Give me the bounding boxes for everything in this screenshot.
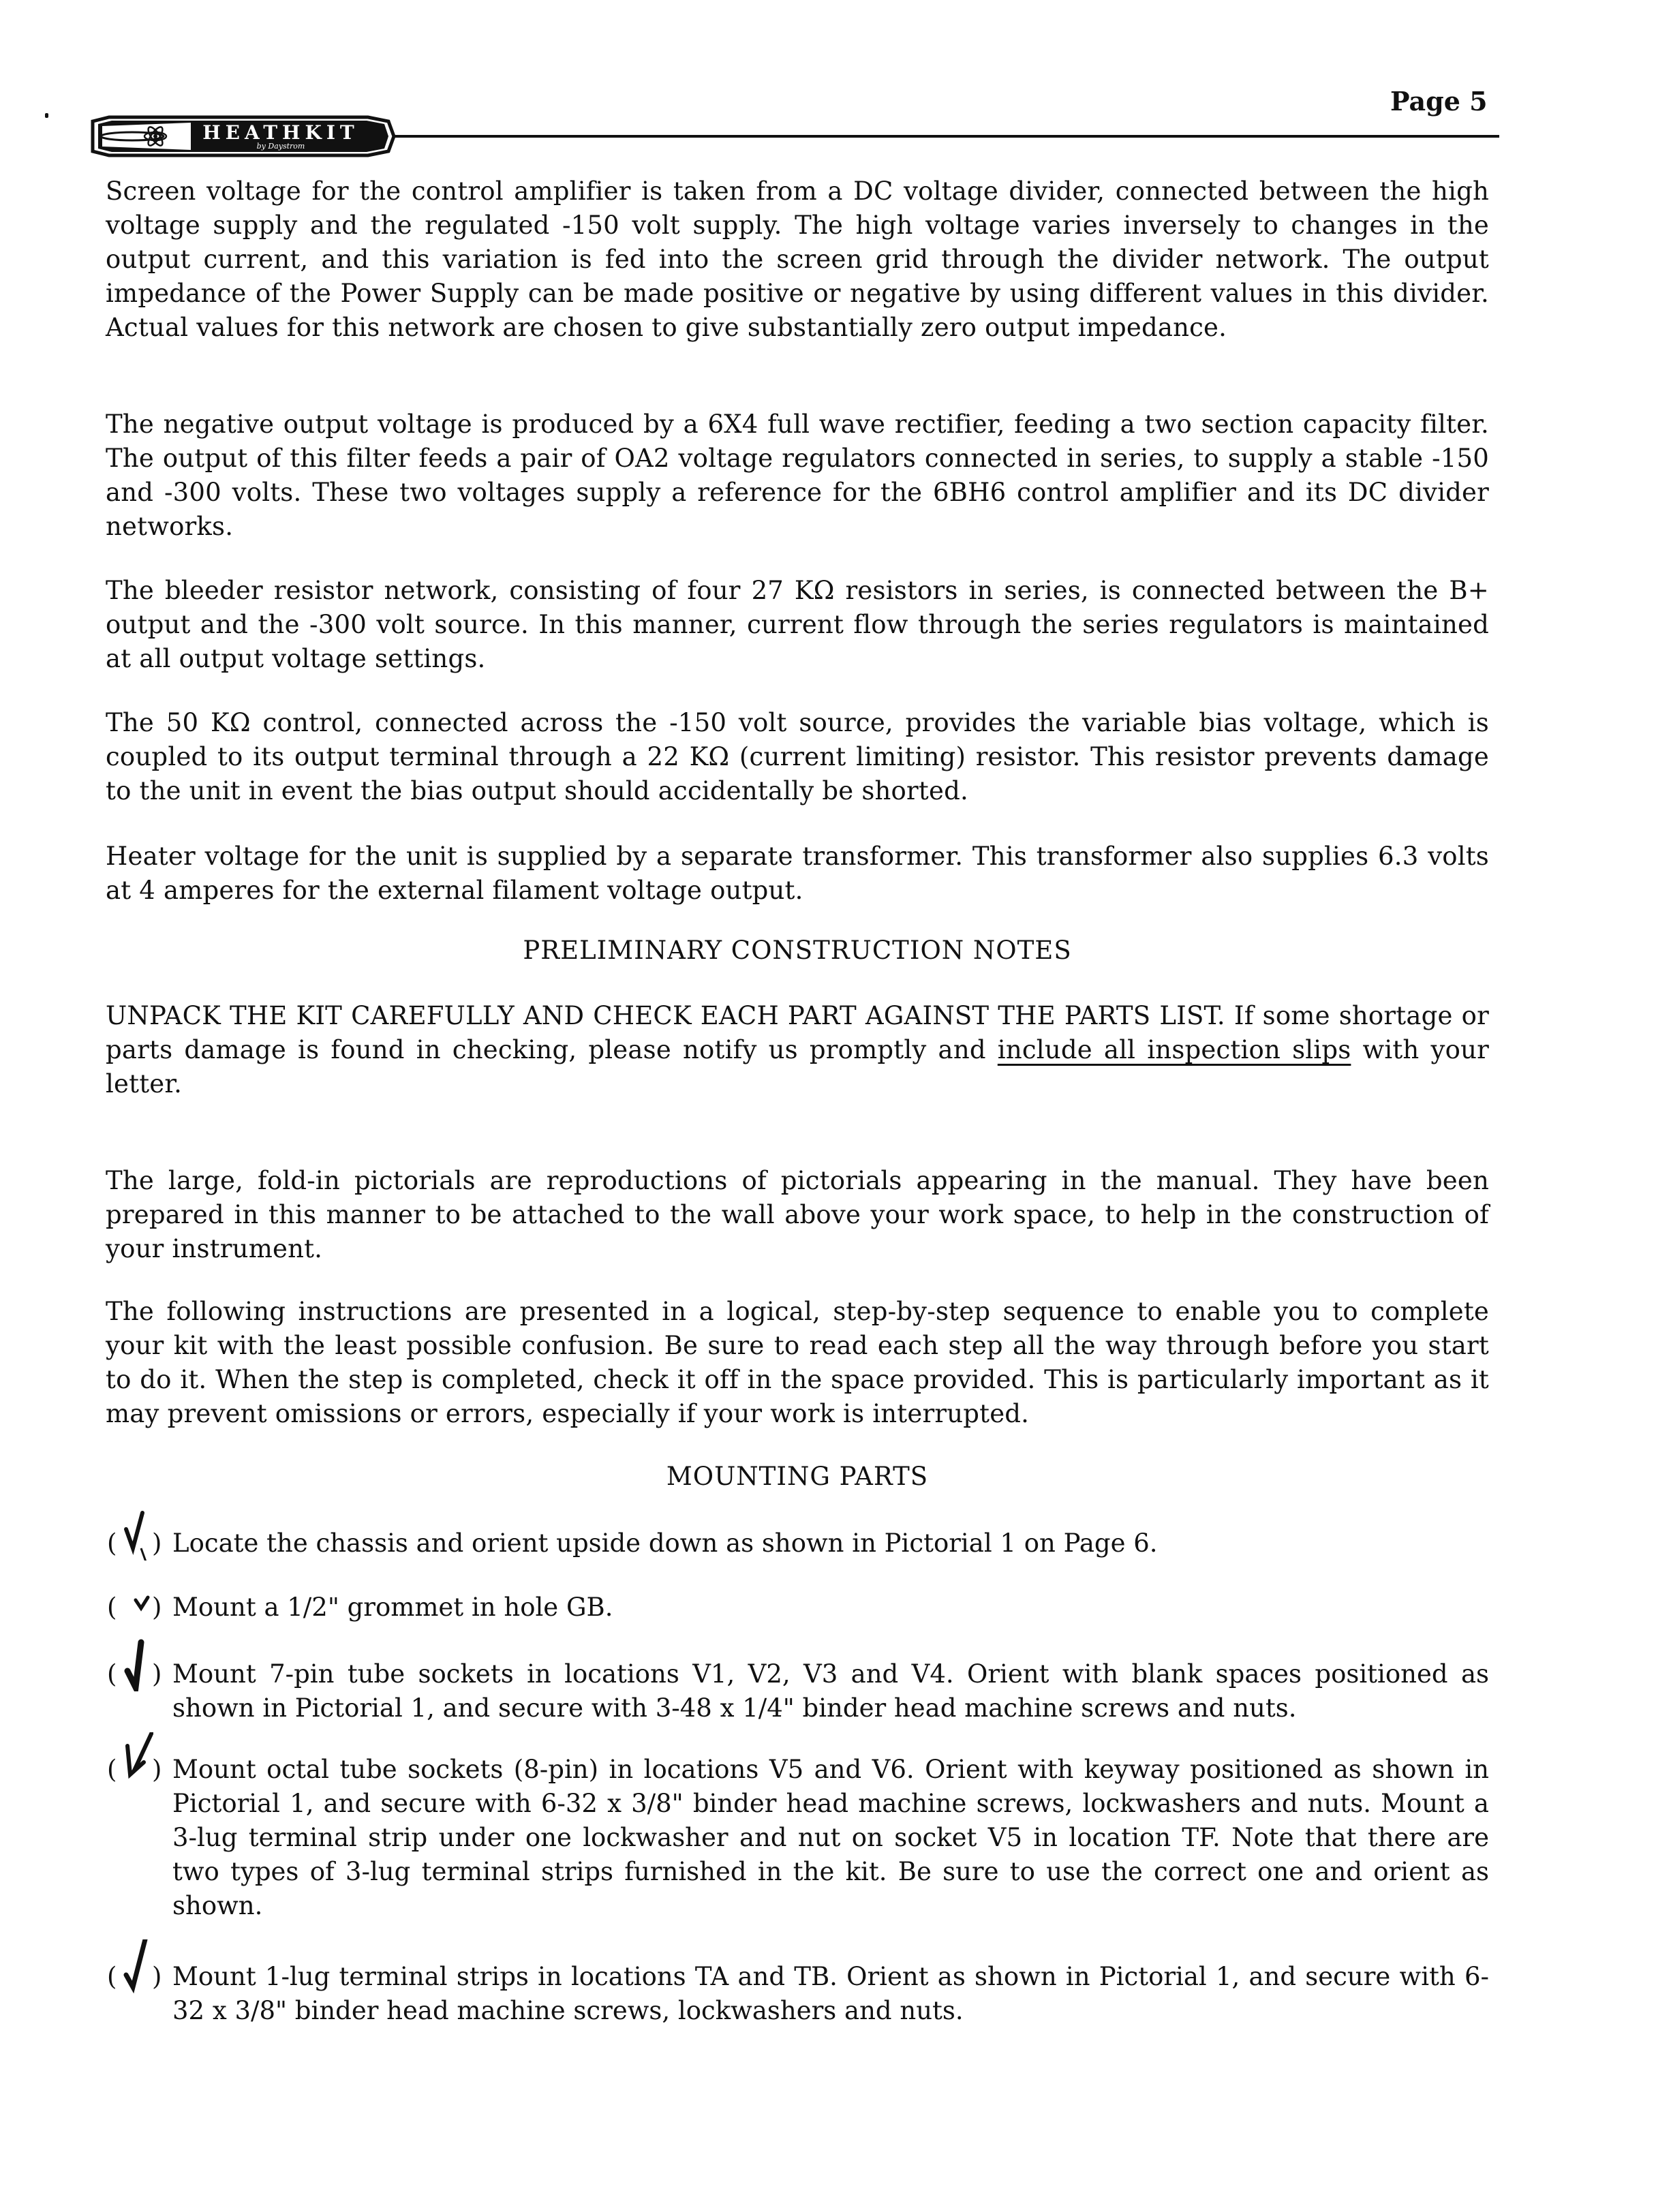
paragraph-instructions: The following instructions are presented in a logical, step-by-step sequence to enable you to complete your kit with the least possible confusion. Be sure to read each step all the way through before you start to do it. When the step is completed, check it off in the space provided. This is particularly important as it may prevent omissions or errors, especially if your work is interrupted. bbox=[106, 1297, 1489, 1428]
handwritten-check-icon bbox=[118, 1506, 153, 1561]
paren-close: ) bbox=[152, 1529, 162, 1558]
step-text: Locate the chassis and orient upside down as shown in Pictorial 1 on Page 6. bbox=[172, 1529, 1158, 1558]
paren-close: ) bbox=[152, 1659, 162, 1689]
unpack-lead: UNPACK THE KIT CAREFULLY AND CHECK EACH PART AGAINST THE PARTS LIST. If some shortage or parts damage is found in checking, please notify us promptly and bbox=[106, 1001, 1489, 1064]
unpack-underlined: include all inspection slips bbox=[997, 1035, 1351, 1064]
paren-open: ( bbox=[107, 1659, 117, 1689]
paren-close: ) bbox=[152, 1962, 162, 1991]
step-mount-1lug-strips bbox=[106, 1960, 1489, 2028]
step-text: Mount 7-pin tube sockets in locations V1, V2, V3 and V4. Orient with blank spaces positioned as shown in Pictorial 1, and secure with 3-48 x 1/4" binder head machine screws and nuts. bbox=[172, 1659, 1489, 1723]
paragraph-bias-control: The 50 KΩ control, connected across the -150 volt source, provides the variable bias voltage, which is coupled to its output terminal through a 22 KΩ (current limiting) resistor. This resistor prevents damage to the unit in event the bias output should accidentally be shorted. bbox=[106, 708, 1489, 805]
heathkit-logo bbox=[89, 114, 402, 158]
paragraph-screen-voltage: Screen voltage for the control amplifier is taken from a DC voltage divider, connected between the high voltage supply and the regulated -150 volt supply. The high voltage varies inversely to changes in the output current, and this variation is fed into the screen grid through the divider network. The output impedance of the Power Supply can be made positive or negative by using different values in this divider. Actual values for this network are chosen to give substantially zero output impedance. bbox=[106, 176, 1489, 342]
step-text: Mount octal tube sockets (8-pin) in locations V5 and V6. Orient with keyway positioned as shown in Pictorial 1, and secure with 6-32 x 3/8" binder head machine screws, lockwashers and nuts. Mount a 3-lug terminal strip under one lockwasher and nut on socket V5 in location TF. Note that there are two types of 3-lug terminal strips furnished in the kit. Be sure to use the correct one and orient as shown. bbox=[172, 1755, 1489, 1920]
scan-speck bbox=[45, 113, 48, 118]
page-number: Page 5 bbox=[1390, 86, 1488, 117]
step-text: Mount a 1/2" grommet in hole GB. bbox=[172, 1593, 613, 1622]
paragraph-bleeder-network: The bleeder resistor network, consisting of four 27 KΩ resistors in series, is connected between the B+ output and the -300 volt source. In this manner, current flow through the series regulators is maintained at all output voltage settings. bbox=[106, 576, 1489, 673]
checkbox[interactable] bbox=[106, 1657, 174, 1691]
brand-tagline: by Daystrom bbox=[256, 142, 305, 151]
checkbox[interactable] bbox=[106, 1753, 174, 1787]
brand-text: HEATHKIT bbox=[202, 121, 359, 144]
paren-open: ( bbox=[107, 1962, 117, 1991]
paren-open: ( bbox=[107, 1529, 117, 1558]
paren-open: ( bbox=[107, 1755, 117, 1784]
heading-preliminary: PRELIMINARY CONSTRUCTION NOTES bbox=[523, 936, 1072, 965]
step-mount-7pin-sockets bbox=[106, 1657, 1489, 1725]
paren-close: ) bbox=[152, 1593, 162, 1622]
heading-mounting-parts: MOUNTING PARTS bbox=[666, 1462, 929, 1491]
step-text: Mount 1-lug terminal strips in locations TA and TB. Orient as shown in Pictorial 1, and secure with 6-32 x 3/8" binder head machine screws, lockwashers and nuts. bbox=[172, 1962, 1489, 2025]
paragraph-pictorials: The large, fold-in pictorials are reproductions of pictorials appearing in the manual. They have been prepared in this manner to be attached to the wall above your work space, to help in the construction of your instrument. bbox=[106, 1166, 1489, 1263]
step-mount-octal-sockets bbox=[106, 1753, 1489, 1923]
handwritten-check-icon bbox=[118, 1570, 153, 1625]
unpack-tail: with your letter. bbox=[106, 1035, 1490, 1099]
paragraph-negative-output: The negative output voltage is produced by a 6X4 full wave rectifier, feeding a two section capacity filter. The output of this filter feeds a pair of OA2 voltage regulators connected in series, to supply a stable -150 and -300 volts. These two voltages supply a reference for the 6BH6 control amplifier and its DC divider networks. bbox=[106, 410, 1489, 541]
paren-close: ) bbox=[152, 1755, 162, 1784]
step-mount-grommet bbox=[106, 1591, 1489, 1625]
handwritten-check-icon bbox=[118, 1732, 153, 1787]
paragraph-unpack bbox=[106, 999, 1489, 1101]
paren-open: ( bbox=[107, 1593, 117, 1622]
handwritten-check-icon bbox=[118, 1637, 153, 1691]
step-locate-chassis bbox=[106, 1526, 1489, 1561]
paragraph-heater-voltage: Heater voltage for the unit is supplied by a separate transformer. This transformer also supplies 6.3 volts at 4 amperes for the external filament voltage output. bbox=[106, 842, 1489, 905]
checkbox[interactable] bbox=[106, 1526, 174, 1561]
checkbox[interactable] bbox=[106, 1960, 174, 1994]
handwritten-check-icon bbox=[118, 1939, 153, 1994]
header-rule bbox=[395, 135, 1499, 138]
checkbox[interactable] bbox=[106, 1591, 174, 1625]
